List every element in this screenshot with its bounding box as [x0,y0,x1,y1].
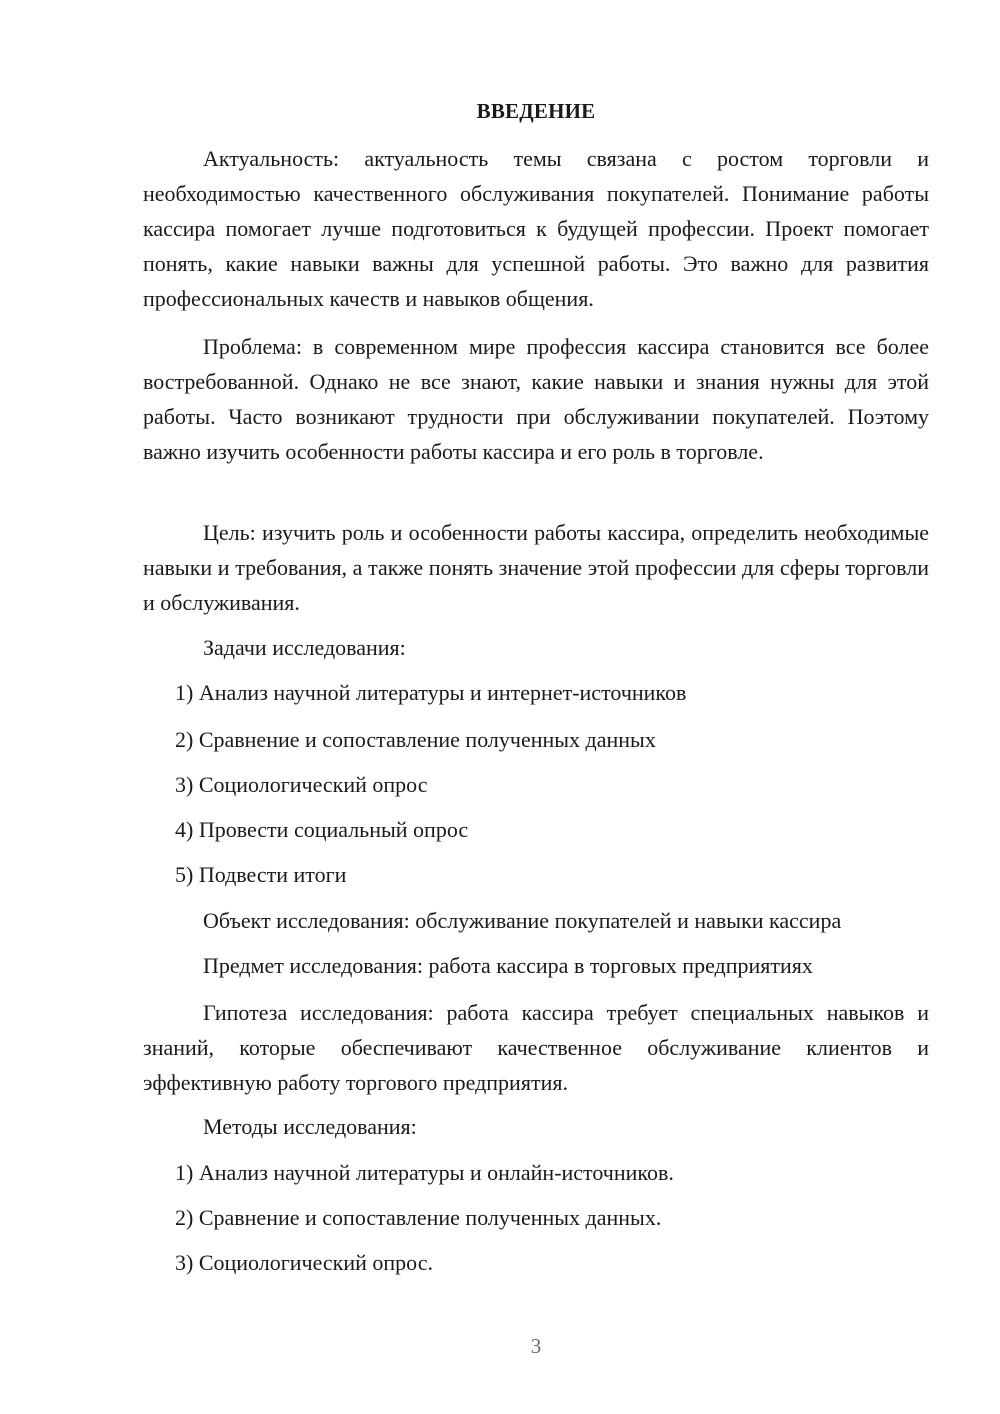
method-item: 3) Социологический опрос. [175,1250,433,1275]
task-item: 5) Подвести итоги [175,862,347,887]
hypothesis-paragraph: Гипотеза исследования: работа кассира требует специальных навыков и знаний, которые обеспечивают качественное обслуживание клиентов и эффективную работу торгового предприятия. [143,1000,929,1095]
method-item: 2) Сравнение и сопоставление полученных данных. [175,1205,662,1230]
hypothesis-paragraph-block [143,995,929,1100]
page-number: 3 [530,1334,542,1358]
relevance-paragraph-block [143,141,929,316]
relevance-paragraph: Актуальность: актуальность темы связана с ростом торговли и необходимостью качественного обслуживания покупателей. Понимание работы кассира помогает лучше подготовиться к будущей профессии. Проект помогает понять, какие навыки важны для успешной работы. Это важно для развития профессиональных качеств и навыков общения. [143,146,929,311]
goal-paragraph: Цель: изучить роль и особенности работы кассира, определить необходимые навыки и требования, а также понять значение этой профессии для сферы торговли и обслуживания. [143,520,929,615]
method-item: 1) Анализ научной литературы и онлайн-источников. [175,1160,674,1185]
research-subject: Предмет исследования: работа кассира в торговых предприятиях [203,953,813,978]
task-item: 2) Сравнение и сопоставление полученных данных [175,727,656,752]
goal-paragraph-block [143,515,929,620]
page-title: ВВЕДЕНИЕ [476,99,596,123]
task-item: 1) Анализ научной литературы и интернет-источников [175,680,687,705]
task-item: 4) Провести социальный опрос [175,817,469,842]
problem-paragraph: Проблема: в современном мире профессия кассира становится все более востребованной. Однако не все знают, какие навыки и знания нужны для этой работы. Часто возникают трудности при обслуживании покупателей. Поэтому важно изучить особенности работы кассира и его роль в торговле. [143,334,929,464]
task-item: 3) Социологический опрос [175,772,428,797]
research-object: Объект исследования: обслуживание покупателей и навыки кассира [203,908,842,933]
tasks-label: Задачи исследования: [203,635,406,660]
methods-label: Методы исследования: [203,1114,417,1139]
problem-paragraph-block [143,329,929,469]
